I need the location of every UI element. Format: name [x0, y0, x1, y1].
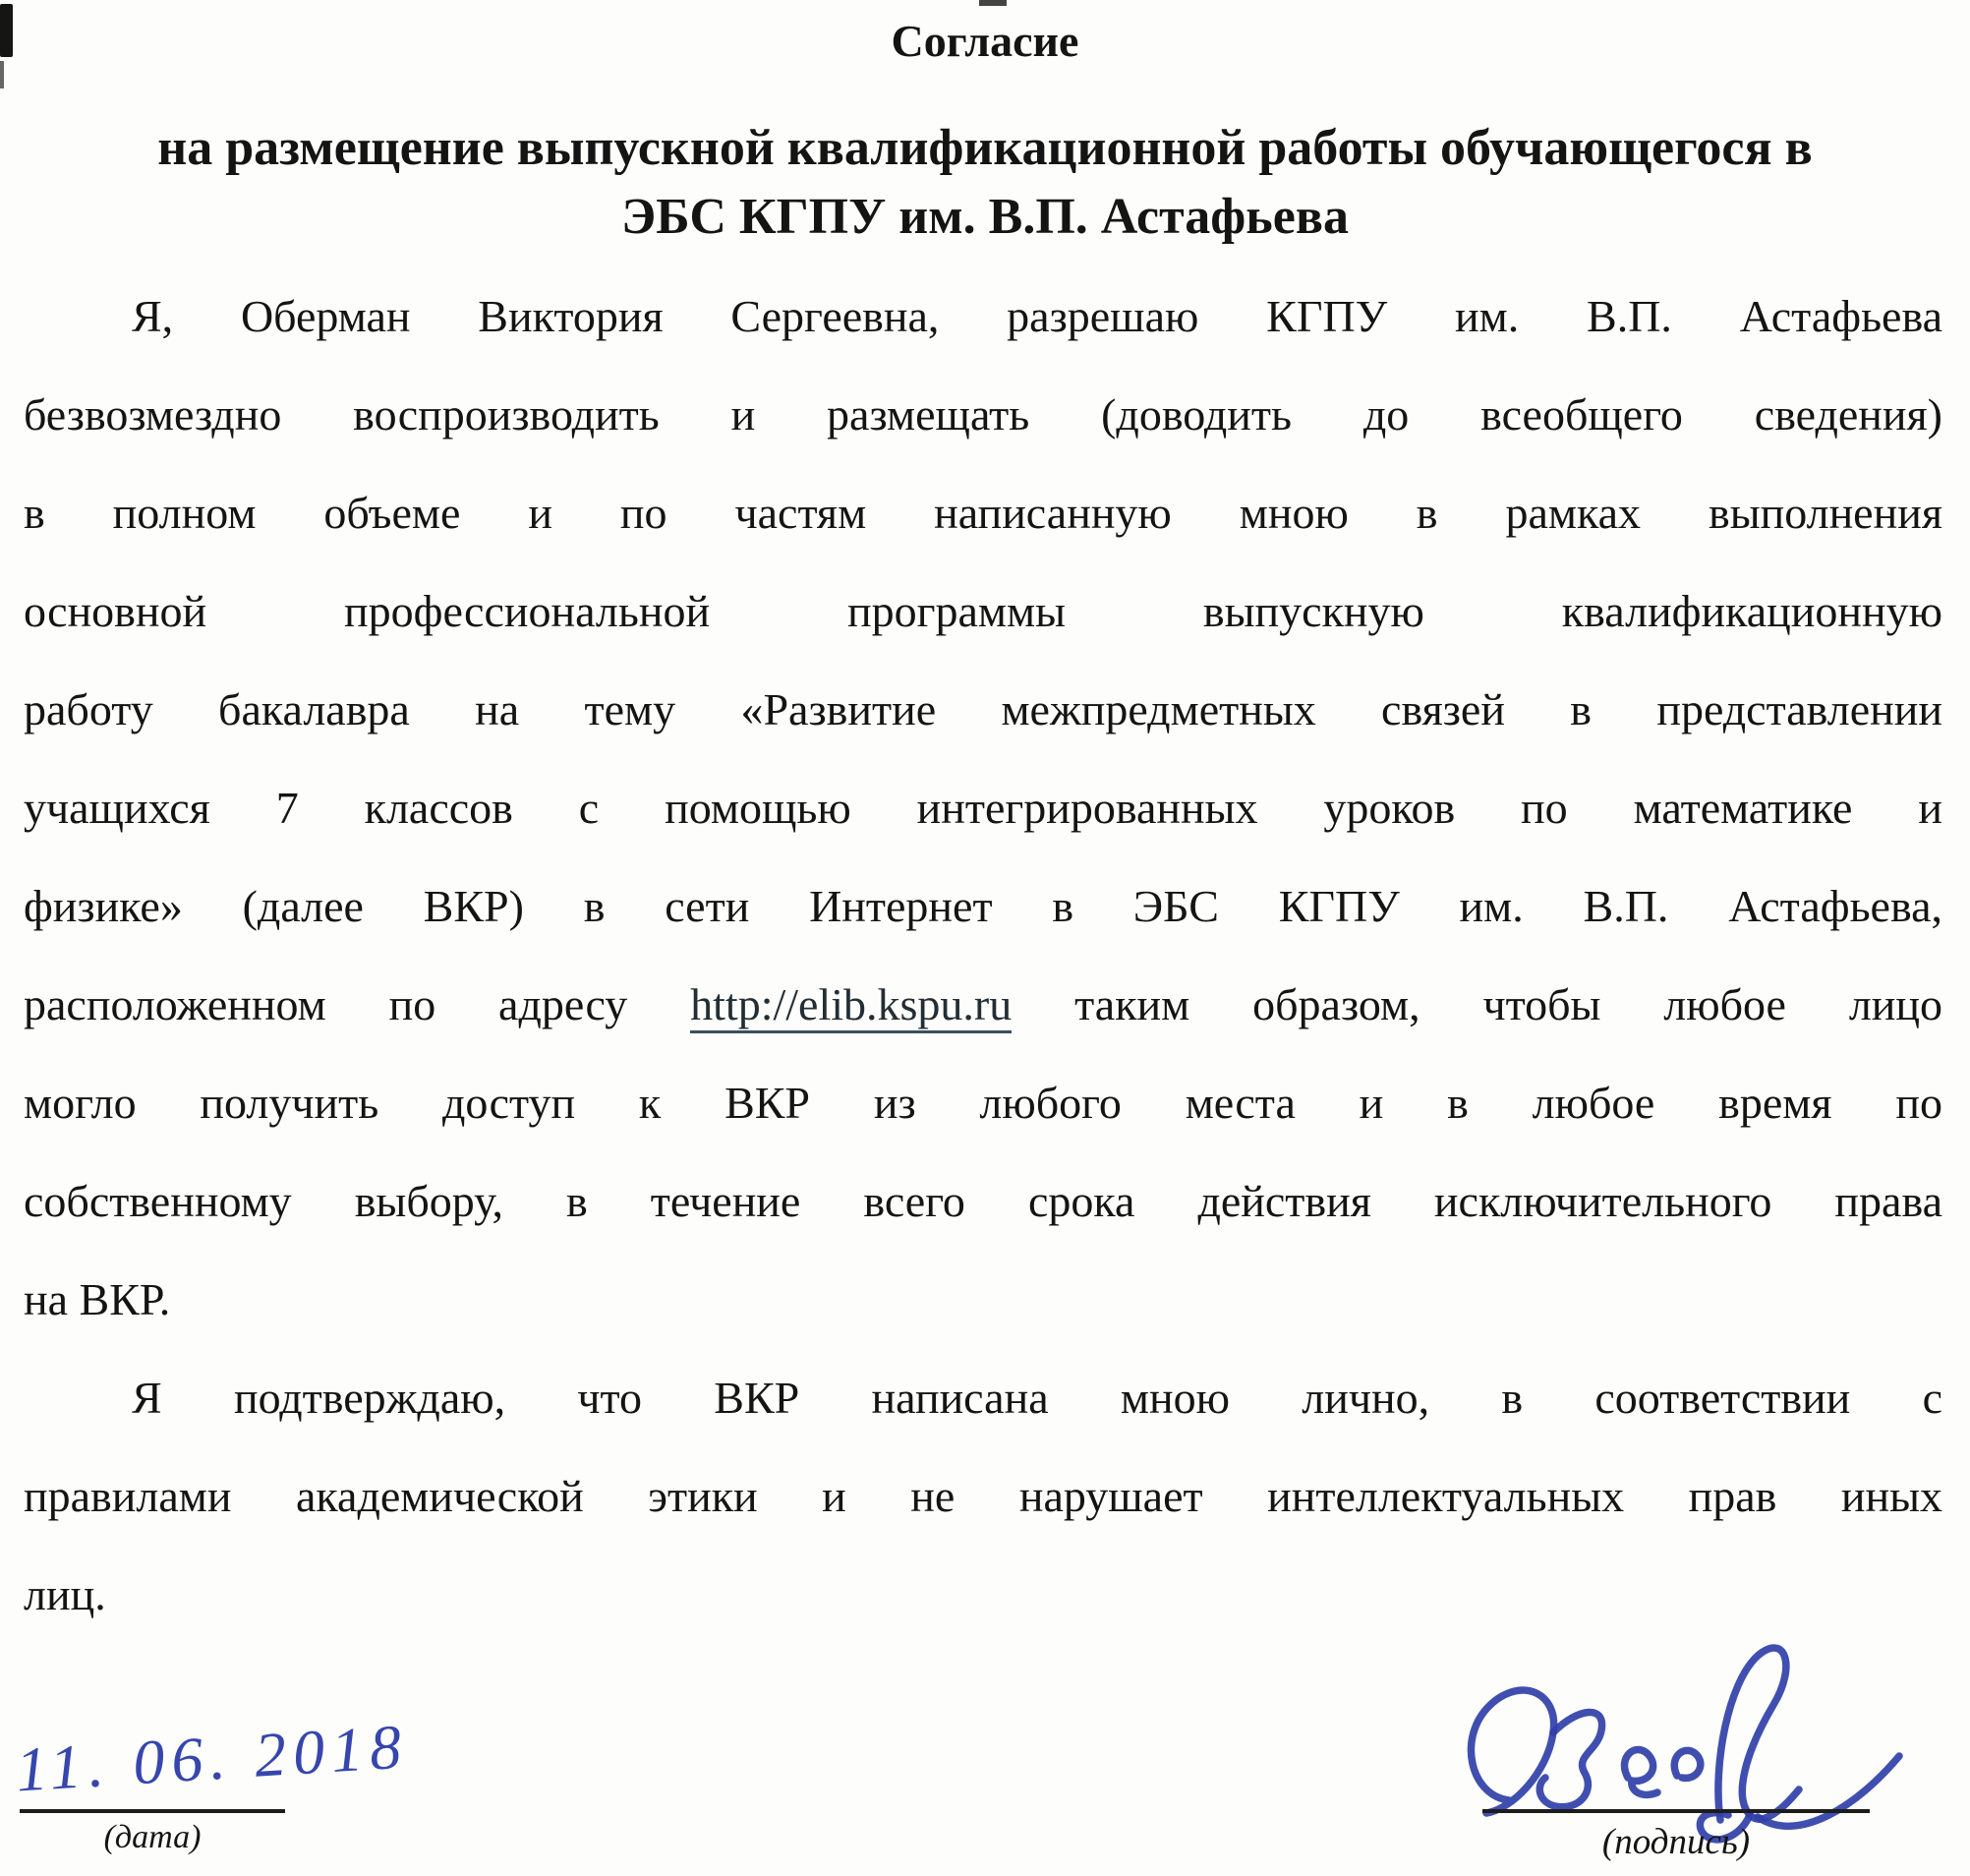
text-line: учащихся 7 классов с помощью интегрированных уроков по математике и [24, 783, 1942, 833]
text-line: в полном объеме и по частям написанную мною в рамках выполнения [24, 488, 1942, 538]
text-line: работу бакалавра на тему «Развитие межпредметных связей в представлении [24, 684, 1942, 734]
scan-artifact [0, 61, 4, 88]
text-line-with-link [24, 956, 1942, 1054]
subtitle-line: на размещение выпускной квалификационной работы обучающегося в [157, 120, 1813, 176]
text-line: могло получить доступ к ВКР из любого места и в любое время по [24, 1078, 1942, 1128]
text-line: лиц. [24, 1569, 106, 1619]
text-line: Я подтверждаю, что ВКР написана мною лично, в соответствии с [132, 1373, 1942, 1423]
elib-kspu-link[interactable]: http://elib.kspu.ru [690, 979, 1012, 1033]
text-line: Я, Оберман Виктория Сергеевна, разрешаю КГПУ им. В.П. Астафьева [132, 291, 1942, 341]
link-prefix-text: расположенном по адресу [24, 979, 628, 1029]
document-title: Согласие [891, 16, 1079, 66]
subtitle-line: ЭБС КГПУ им. В.П. Астафьева [621, 189, 1349, 245]
text-line: основной профессиональной программы выпускную квалификационную [24, 586, 1942, 636]
text-line: безвозмездно воспроизводить и размещать (доводить до всеобщего сведения) [24, 389, 1942, 440]
date-underline [20, 1809, 285, 1813]
link-suffix-text: таким образом, чтобы любое лицо [1074, 979, 1943, 1029]
document-body [24, 267, 1942, 1644]
handwritten-date: 11. 06. 2018 [14, 1711, 410, 1805]
document-subtitle [0, 114, 1970, 252]
scan-artifact [979, 0, 1007, 6]
signature-underline [1482, 1809, 1870, 1813]
signature-handwriting-icon [1396, 1609, 1907, 1854]
text-line: собственному выбору, в течение всего срока действия исключительного права [24, 1176, 1942, 1226]
signature-caption: (подпись) [1601, 1822, 1751, 1862]
scan-artifact [0, 4, 13, 57]
text-line: физике» (далее ВКР) в сети Интернет в ЭБС КГПУ им. В.П. Астафьева, [24, 881, 1942, 931]
text-line: правилами академической этики и не нарушает интеллектуальных прав иных [24, 1471, 1942, 1521]
date-caption: (дата) [103, 1819, 202, 1855]
text-line: на ВКР. [24, 1274, 171, 1324]
